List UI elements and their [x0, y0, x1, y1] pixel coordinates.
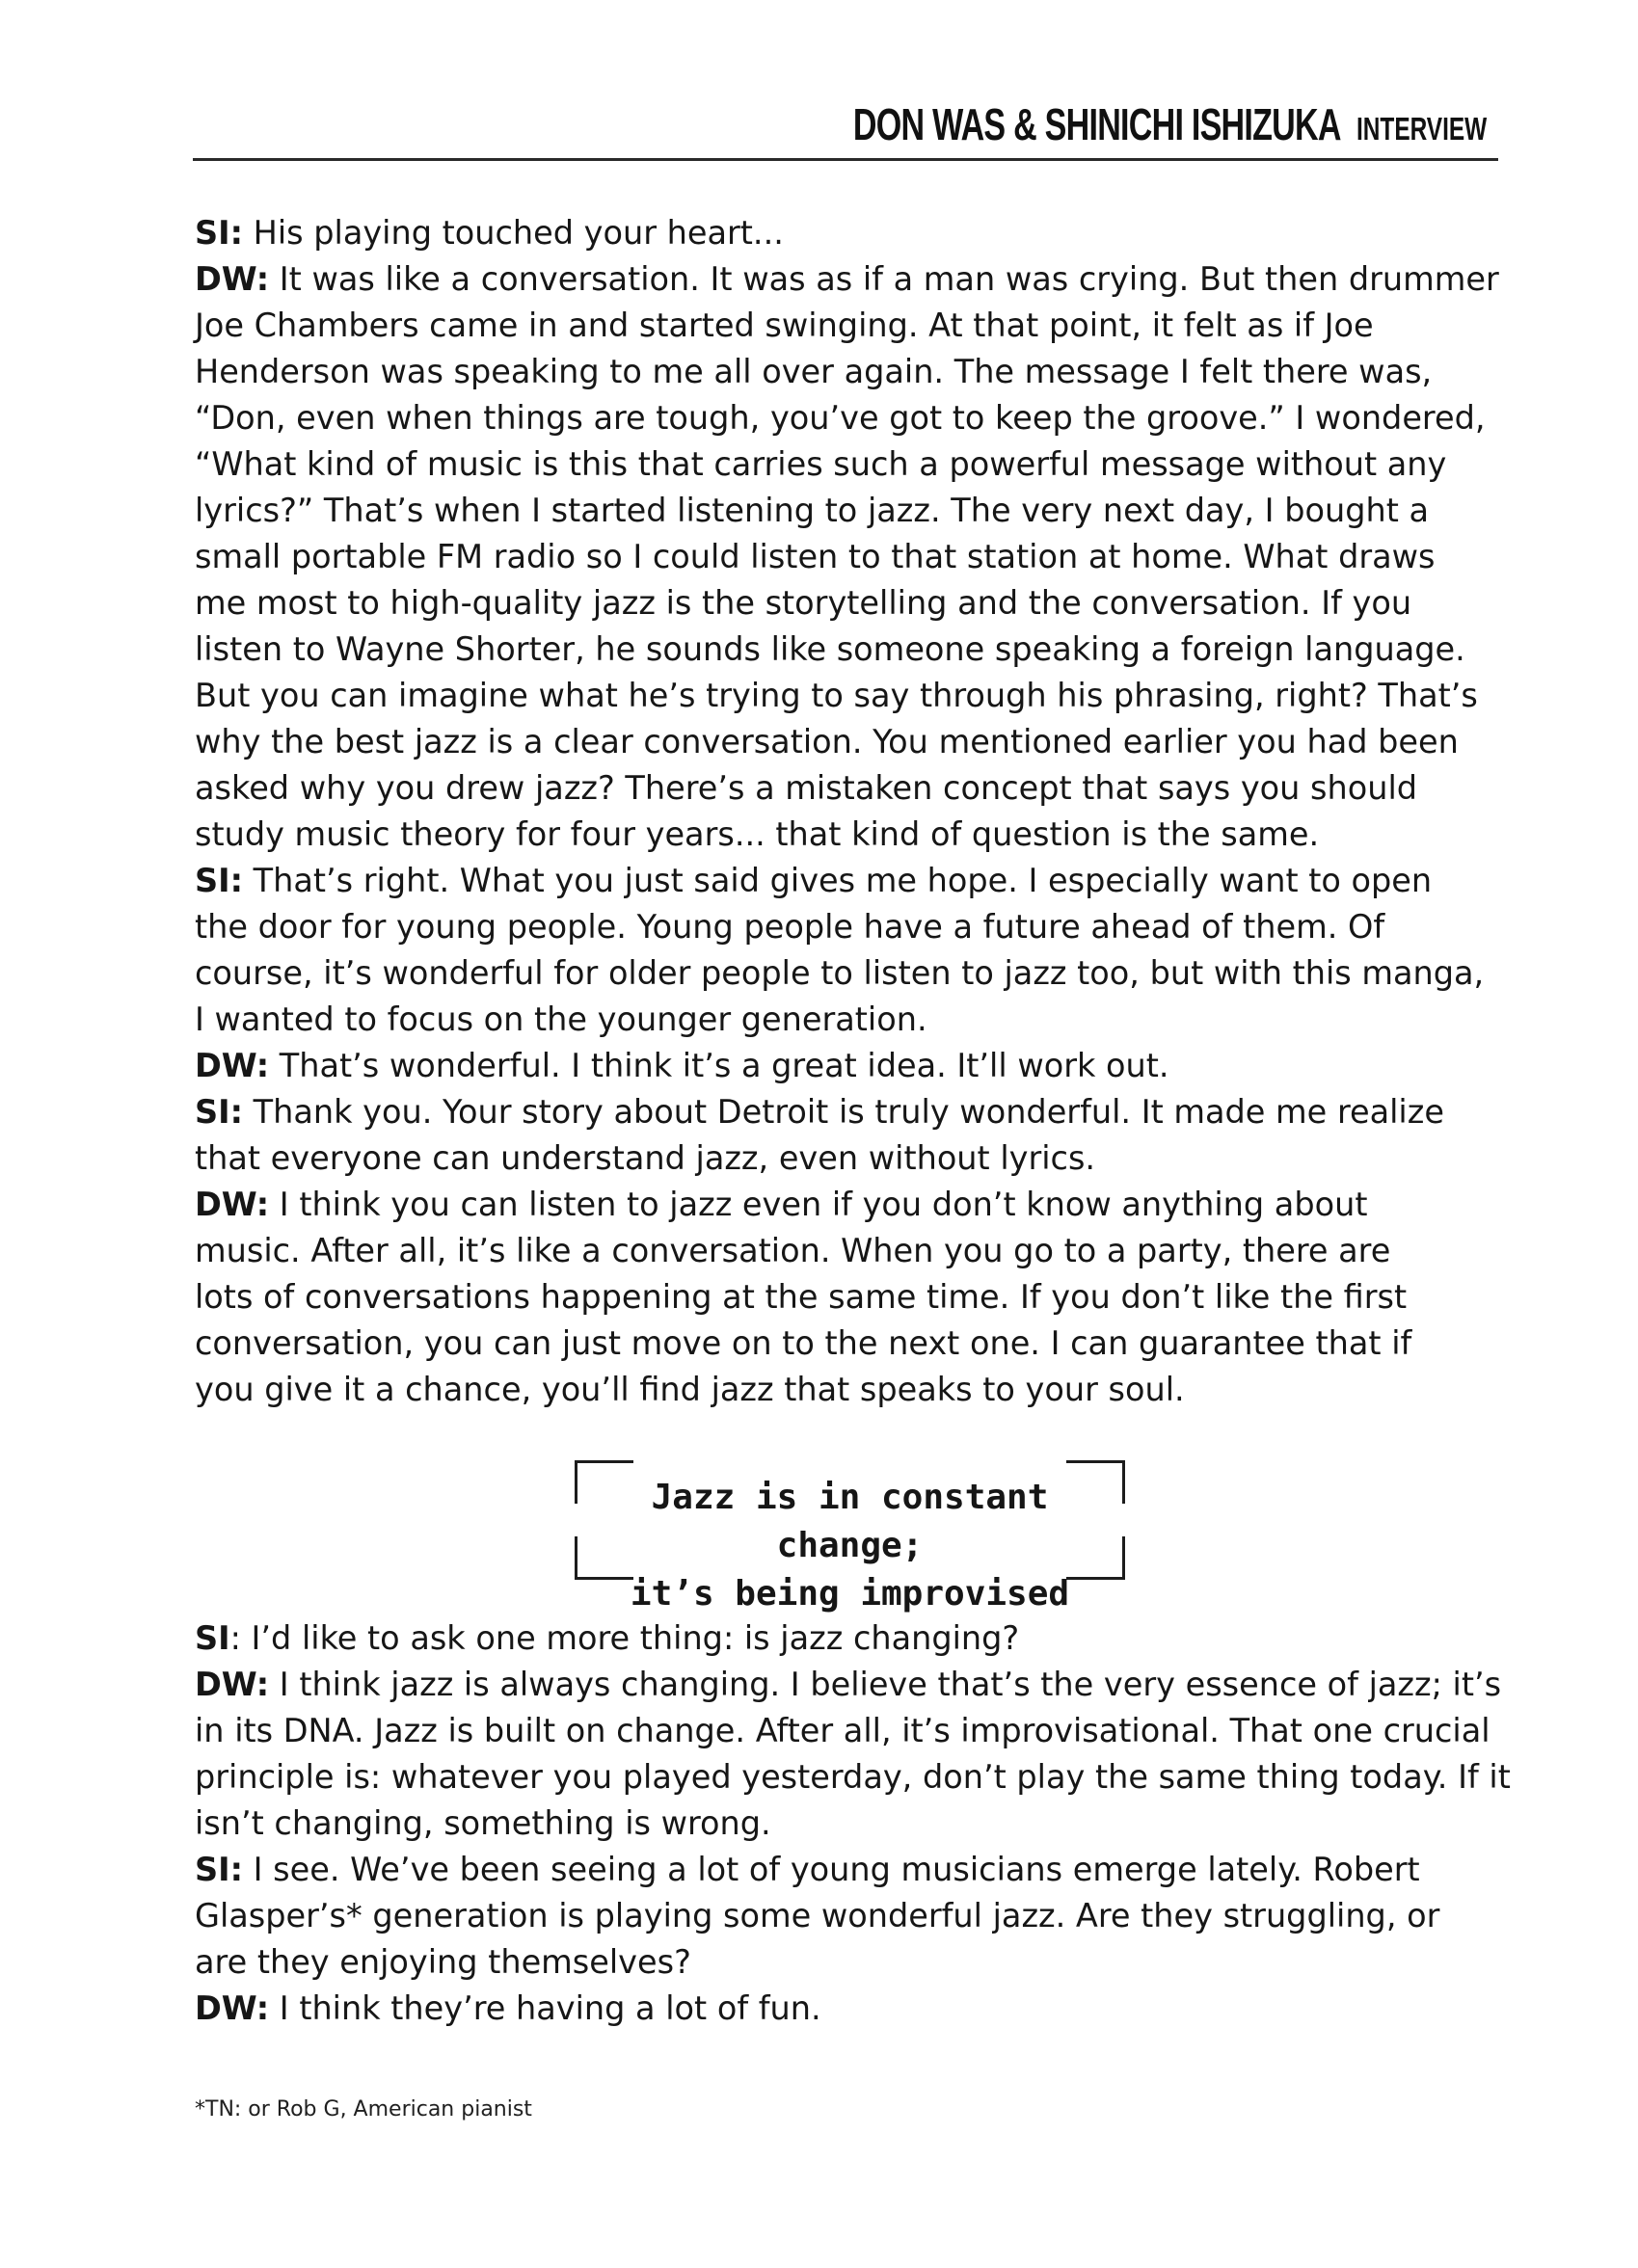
text-line: [195, 1043, 1516, 1089]
text-line: [195, 1089, 1516, 1135]
header-label: INTERVIEW: [1356, 111, 1487, 147]
line-text: isn’t changing, something is wrong.: [195, 1804, 771, 1842]
text-line: [195, 950, 1516, 997]
text-line: [195, 1708, 1516, 1754]
line-text: I see. We’ve been seeing a lot of young musicians emerge lately. Robert: [243, 1851, 1420, 1888]
line-text: I think jazz is always changing. I believe that’s the very essence of jazz; it’s: [269, 1666, 1502, 1703]
speaker-label: SI:: [195, 1851, 243, 1888]
text-line: [195, 858, 1516, 904]
text-line: [195, 1228, 1516, 1274]
line-text: listen to Wayne Shorter, he sounds like someone speaking a foreign language.: [195, 630, 1465, 668]
speaker-label: SI:: [195, 862, 243, 899]
text-line: [195, 488, 1516, 534]
text-line: [195, 1135, 1516, 1182]
text-line: [195, 812, 1516, 858]
text-line: [195, 627, 1516, 673]
text-line: [195, 441, 1516, 488]
text-line: [195, 534, 1516, 580]
speaker-label: SI: [195, 1619, 230, 1657]
speaker-label: DW:: [195, 1186, 270, 1223]
speaker-label: DW:: [195, 1047, 270, 1084]
text-line: [195, 1939, 1516, 1986]
pull-quote: [575, 1460, 1125, 1614]
text-line: [195, 1615, 1516, 1662]
line-text: course, it’s wonderful for older people to listen to jazz too, but with this manga,: [195, 954, 1485, 992]
line-text: the door for young people. Young people have a future ahead of them. Of: [195, 908, 1385, 946]
text-line: [195, 765, 1516, 812]
text-line: [195, 1801, 1516, 1847]
line-text: I think you can listen to jazz even if you don’t know anything about: [269, 1186, 1368, 1223]
text-line: [195, 1274, 1516, 1321]
line-text: in its DNA. Jazz is built on change. After all, it’s improvisational. That one crucial: [195, 1712, 1490, 1749]
line-text: asked why you drew jazz? There’s a mistaken concept that says you should: [195, 769, 1418, 807]
text-line: [195, 1893, 1516, 1939]
line-text: It was like a conversation. It was as if a man was crying. But then drummer: [269, 260, 1499, 298]
pull-quote-line: it’s being improvised: [630, 1574, 1070, 1614]
text-line: [195, 719, 1516, 765]
line-text: lots of conversations happening at the same time. If you don’t like the first: [195, 1278, 1408, 1316]
header-names: DON WAS & SHINICHI ISHIZUKA: [852, 99, 1341, 149]
line-text: study music theory for four years... that kind of question is the same.: [195, 815, 1320, 853]
text-line: [195, 997, 1516, 1043]
line-text: That’s wonderful. I think it’s a great idea. It’ll work out.: [269, 1047, 1169, 1084]
page-header: [193, 99, 1498, 161]
text-line: [195, 673, 1516, 719]
line-text: conversation, you can just move on to the next one. I can guarantee that if: [195, 1324, 1412, 1362]
line-text: small portable FM radio so I could listen to that station at home. What draws: [195, 538, 1436, 575]
line-text: “Don, even when things are tough, you’ve got to keep the groove.” I wondered,: [195, 399, 1486, 437]
line-text: principle is: whatever you played yesterday, don’t play the same thing today. If it: [195, 1758, 1511, 1796]
translator-note: *TN: or Rob G, American pianist: [195, 2097, 532, 2121]
line-text: that everyone can understand jazz, even without lyrics.: [195, 1139, 1096, 1177]
line-text: Joe Chambers came in and started swinging. At that point, it felt as if Joe: [195, 307, 1374, 344]
speaker-label: SI:: [195, 1093, 243, 1131]
text-line: [195, 1986, 1516, 2032]
line-text: But you can imagine what he’s trying to say through his phrasing, right? That’s: [195, 677, 1478, 714]
text-line: [195, 1754, 1516, 1801]
line-text: Glasper’s* generation is playing some wonderful jazz. Are they struggling, or: [195, 1897, 1440, 1934]
header-title: [853, 98, 1487, 150]
pull-quote-line: Jazz is in constant change;: [651, 1478, 1049, 1565]
line-text: Thank you. Your story about Detroit is truly wonderful. It made me realize: [243, 1093, 1444, 1131]
line-text: : I’d like to ask one more thing: is jazz changing?: [229, 1619, 1020, 1657]
text-line: [195, 1321, 1516, 1367]
line-text: why the best jazz is a clear conversation. You mentioned earlier you had been: [195, 723, 1459, 760]
text-line: [195, 1367, 1516, 1413]
line-text: Henderson was speaking to me all over again. The message I felt there was,: [195, 353, 1433, 390]
line-text: That’s right. What you just said gives me hope. I especially want to open: [243, 862, 1433, 899]
text-line: [195, 904, 1516, 950]
speaker-label: SI:: [195, 214, 243, 252]
line-text: lyrics?” That’s when I started listening to jazz. The very next day, I bought a: [195, 492, 1430, 529]
text-line: [195, 210, 1516, 256]
line-text: I wanted to focus on the younger generation.: [195, 1001, 927, 1038]
line-text: “What kind of music is this that carries such a powerful message without any: [195, 445, 1447, 483]
interview-text-top: [195, 210, 1516, 1413]
text-line: [195, 395, 1516, 441]
text-line: [195, 303, 1516, 349]
pull-quote-text: [575, 1474, 1125, 1618]
line-text: me most to high-quality jazz is the storytelling and the conversation. If you: [195, 584, 1412, 622]
line-text: I think they’re having a lot of fun.: [269, 1989, 821, 2027]
interview-text-bottom: [195, 1615, 1516, 2032]
line-text: music. After all, it’s like a conversation. When you go to a party, there are: [195, 1232, 1391, 1269]
speaker-label: DW:: [195, 260, 270, 298]
line-text: you give it a chance, you’ll find jazz that speaks to your soul.: [195, 1371, 1185, 1408]
speaker-label: DW:: [195, 1989, 270, 2027]
text-line: [195, 349, 1516, 395]
speaker-label: DW:: [195, 1666, 270, 1703]
line-text: His playing touched your heart...: [243, 214, 784, 252]
text-line: [195, 1182, 1516, 1228]
text-line: [195, 1847, 1516, 1893]
text-line: [195, 1662, 1516, 1708]
text-line: [195, 256, 1516, 303]
text-line: [195, 580, 1516, 627]
line-text: are they enjoying themselves?: [195, 1943, 691, 1981]
